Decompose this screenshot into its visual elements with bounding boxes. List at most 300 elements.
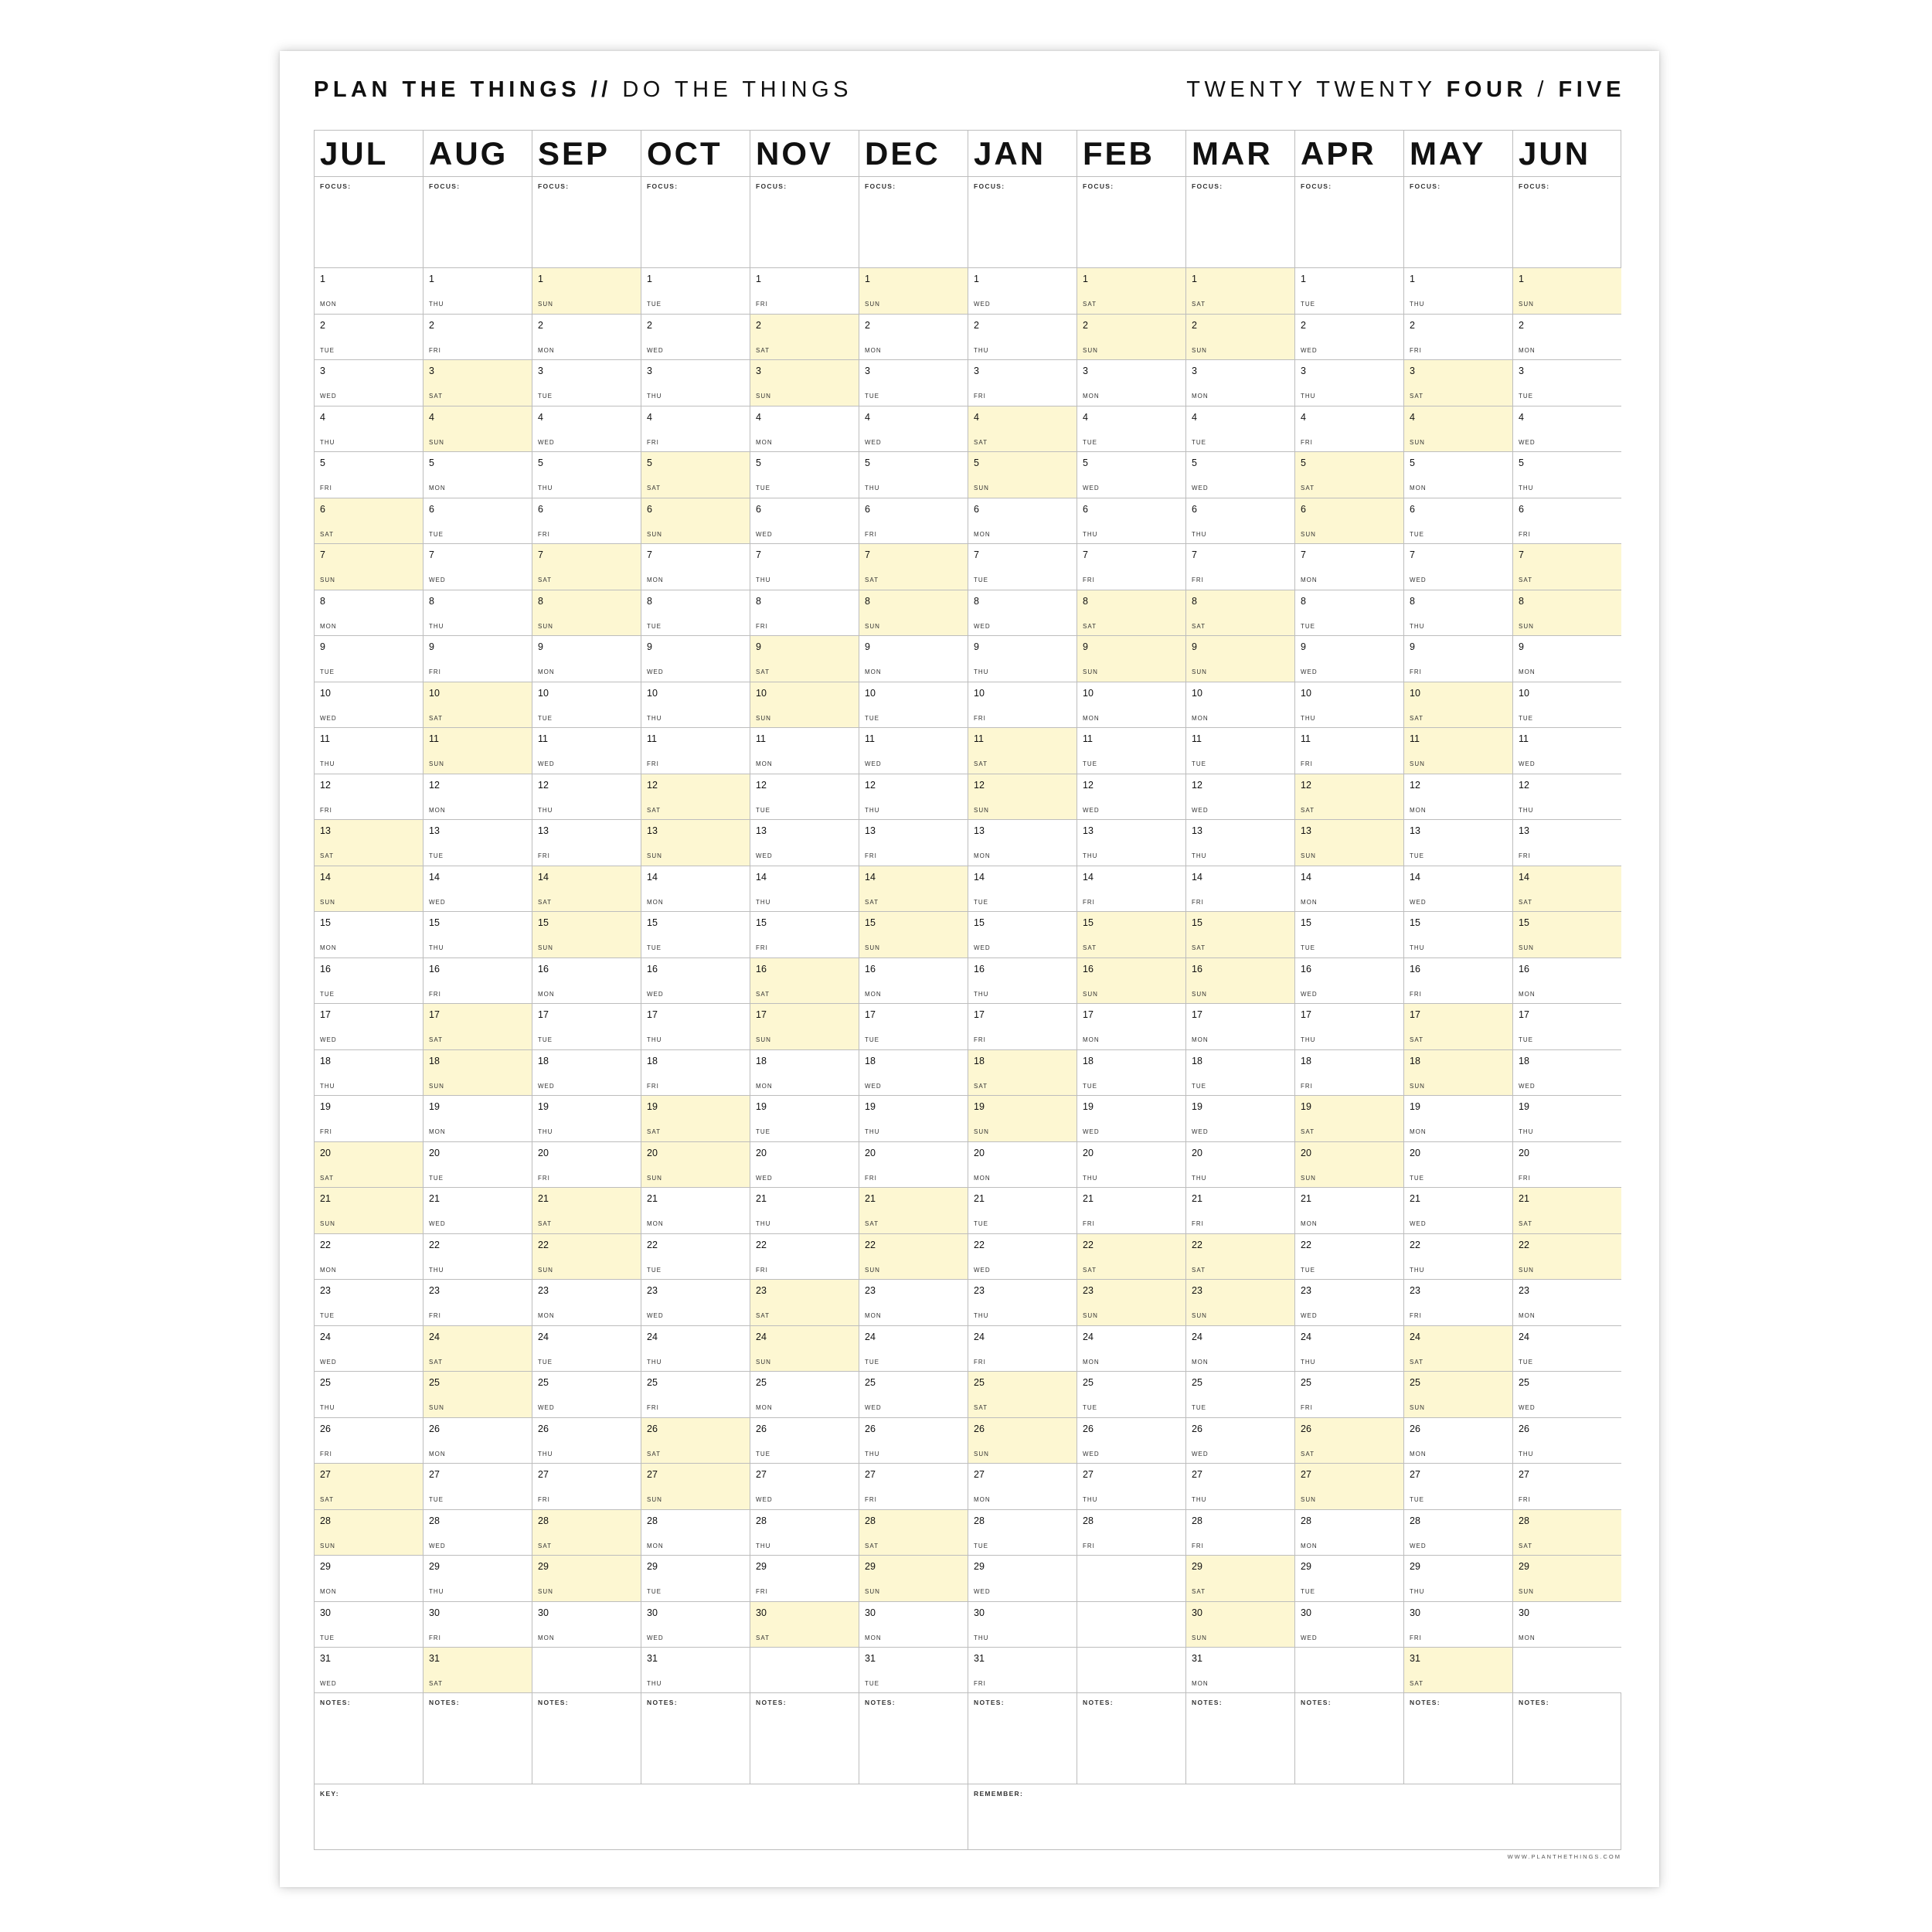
day-number: 24	[538, 1331, 549, 1342]
weekday-label: SUN	[320, 898, 335, 906]
weekday-label: FRI	[865, 1496, 877, 1503]
weekday-label: THU	[1519, 1450, 1534, 1458]
day-number: 5	[974, 457, 979, 468]
weekday-label: MON	[974, 1174, 991, 1182]
weekday-label: WED	[1301, 1634, 1318, 1641]
day-cell	[1294, 1049, 1403, 1096]
day-number: 2	[756, 319, 761, 331]
day-number: 7	[1410, 549, 1415, 560]
day-cell	[1403, 359, 1512, 406]
day-cell	[314, 590, 423, 636]
day-number: 12	[429, 779, 440, 791]
day-number: 29	[865, 1561, 876, 1572]
day-number: 12	[1301, 779, 1311, 791]
day-cell	[750, 1049, 859, 1096]
day-number: 10	[1301, 687, 1311, 699]
weekday-label: SUN	[538, 1588, 553, 1595]
weekday-label: TUE	[647, 1588, 662, 1595]
day-cell	[1403, 1417, 1512, 1464]
weekday-label: FRI	[1083, 1542, 1095, 1549]
day-number: 13	[865, 825, 876, 836]
day-number: 14	[538, 871, 549, 883]
day-cell	[1512, 1187, 1621, 1233]
day-cell	[1403, 1049, 1512, 1096]
day-number: 19	[429, 1101, 440, 1112]
day-number: 22	[647, 1239, 658, 1250]
weekday-label: FRI	[1301, 1082, 1313, 1090]
day-number: 7	[647, 549, 652, 560]
day-cell	[423, 451, 532, 498]
day-cell	[968, 1095, 1077, 1141]
day-number: 30	[320, 1607, 331, 1618]
notes-area: NOTES:	[1512, 1692, 1621, 1784]
day-cell	[1294, 1003, 1403, 1049]
weekday-label: FRI	[429, 990, 441, 998]
weekday-label: SAT	[865, 1220, 879, 1227]
weekday-label: SAT	[865, 1542, 879, 1549]
day-cell	[1512, 1555, 1621, 1601]
month-header: MAR	[1185, 130, 1294, 176]
weekday-label: SUN	[1410, 1082, 1425, 1090]
day-cell	[1403, 727, 1512, 774]
weekday-label: SAT	[647, 485, 661, 492]
day-cell	[532, 1095, 641, 1141]
day-number: 5	[1519, 457, 1524, 468]
weekday-label: TUE	[320, 668, 335, 675]
day-number: 3	[320, 366, 325, 376]
day-number: 23	[1301, 1285, 1311, 1296]
focus-area: FOCUS:	[968, 176, 1077, 267]
weekday-label: FRI	[756, 1266, 768, 1274]
weekday-label: FRI	[865, 530, 877, 538]
day-cell	[1077, 957, 1185, 1004]
day-cell	[532, 1417, 641, 1464]
day-cell	[750, 314, 859, 360]
day-cell	[423, 1601, 532, 1648]
weekday-label: MON	[1410, 1128, 1427, 1135]
day-number: 21	[865, 1193, 876, 1204]
day-number: 16	[320, 963, 331, 975]
day-cell	[314, 406, 423, 452]
weekday-label: MON	[1192, 1036, 1209, 1043]
weekday-label: TUE	[974, 1220, 988, 1227]
weekday-label: TUE	[647, 622, 662, 630]
weekday-label: FRI	[1192, 577, 1204, 583]
focus-area: FOCUS:	[750, 176, 859, 267]
day-cell	[1512, 1325, 1621, 1372]
day-cell	[1077, 1417, 1185, 1464]
weekday-label: THU	[1519, 1128, 1534, 1135]
weekday-label: SAT	[865, 577, 879, 583]
weekday-label: MON	[865, 990, 882, 998]
day-cell	[1294, 727, 1403, 774]
day-number: 22	[1410, 1239, 1420, 1250]
weekday-label: TUE	[865, 393, 879, 400]
notes-area: NOTES:	[423, 1692, 532, 1784]
day-number: 14	[1192, 871, 1202, 883]
weekday-label: THU	[974, 990, 989, 998]
notes-area: NOTES:	[968, 1692, 1077, 1784]
day-cell	[859, 1141, 968, 1188]
day-cell	[314, 543, 423, 590]
weekday-label: THU	[538, 1450, 553, 1458]
day-cell	[1512, 314, 1621, 360]
month-header: JUL	[314, 130, 423, 176]
day-cell	[641, 1555, 750, 1601]
day-cell	[641, 498, 750, 544]
day-cell	[859, 1417, 968, 1464]
day-cell	[1403, 1095, 1512, 1141]
weekday-label: TUE	[974, 1542, 988, 1549]
weekday-label: TUE	[865, 1036, 879, 1043]
day-cell	[859, 498, 968, 544]
day-number: 11	[538, 733, 548, 744]
day-cell	[641, 1647, 750, 1693]
day-cell	[859, 590, 968, 636]
day-cell	[1403, 819, 1512, 866]
weekday-label: THU	[756, 577, 771, 583]
day-cell	[859, 1601, 968, 1648]
day-cell	[1077, 267, 1185, 314]
day-cell	[641, 590, 750, 636]
weekday-label: SAT	[756, 1634, 770, 1641]
notes-area: NOTES:	[1403, 1692, 1512, 1784]
weekday-label: THU	[1301, 1358, 1316, 1366]
empty-day-cell	[1294, 1647, 1403, 1693]
weekday-label: TUE	[1192, 1404, 1206, 1411]
day-cell	[1077, 1233, 1185, 1280]
weekday-label: WED	[1083, 806, 1100, 814]
weekday-label: SUN	[1192, 346, 1207, 354]
weekday-label: FRI	[320, 806, 332, 814]
day-number: 4	[974, 411, 979, 423]
day-number: 13	[320, 825, 331, 836]
day-cell	[1403, 590, 1512, 636]
day-cell	[1403, 314, 1512, 360]
day-number: 26	[865, 1423, 876, 1434]
day-cell	[1185, 1371, 1294, 1417]
day-cell	[1185, 267, 1294, 314]
weekday-label: FRI	[1192, 898, 1204, 906]
day-number: 23	[1083, 1285, 1094, 1296]
weekday-label: WED	[320, 1358, 337, 1366]
day-cell	[1403, 911, 1512, 957]
weekday-label: SAT	[974, 438, 988, 446]
weekday-label: SAT	[1083, 944, 1097, 951]
notes-area: NOTES:	[532, 1692, 641, 1784]
day-number: 22	[974, 1239, 985, 1250]
day-number: 25	[974, 1377, 985, 1388]
weekday-label: WED	[974, 301, 991, 308]
weekday-label: MON	[647, 577, 664, 583]
day-cell	[968, 1601, 1077, 1648]
day-cell	[1077, 1049, 1185, 1096]
day-number: 11	[974, 733, 984, 744]
weekday-label: TUE	[1083, 438, 1097, 446]
day-cell	[1185, 1003, 1294, 1049]
weekday-label: FRI	[1410, 668, 1422, 675]
day-number: 15	[1519, 917, 1529, 928]
day-number: 9	[1192, 641, 1197, 652]
weekday-label: SAT	[320, 1496, 334, 1503]
day-number: 24	[1519, 1331, 1529, 1342]
weekday-label: SUN	[1192, 990, 1207, 998]
weekday-label: SAT	[647, 1128, 661, 1135]
weekday-label: WED	[974, 1588, 991, 1595]
day-cell	[1512, 1371, 1621, 1417]
day-number: 10	[1192, 687, 1202, 699]
weekday-label: SAT	[429, 1036, 443, 1043]
day-number: 20	[538, 1147, 549, 1158]
day-number: 14	[1301, 871, 1311, 883]
weekday-label: THU	[647, 1680, 662, 1687]
weekday-label: SAT	[1192, 301, 1206, 308]
weekday-label: SUN	[1410, 438, 1425, 446]
day-number: 30	[429, 1607, 440, 1618]
day-number: 12	[865, 779, 876, 791]
day-cell	[1185, 866, 1294, 912]
day-number: 5	[429, 457, 434, 468]
day-number: 3	[756, 366, 761, 376]
weekday-label: MON	[1410, 485, 1427, 492]
weekday-label: SAT	[1410, 393, 1423, 400]
weekday-label: SUN	[1192, 668, 1207, 675]
day-number: 6	[320, 503, 325, 515]
day-number: 28	[1192, 1515, 1202, 1526]
day-cell	[1077, 1325, 1185, 1372]
day-number: 21	[1410, 1193, 1420, 1204]
day-cell	[750, 1003, 859, 1049]
day-cell	[314, 819, 423, 866]
day-number: 24	[974, 1331, 985, 1342]
day-cell	[1403, 774, 1512, 820]
day-number: 14	[974, 871, 985, 883]
day-cell	[314, 635, 423, 682]
day-number: 18	[1519, 1055, 1529, 1066]
weekday-label: FRI	[1410, 346, 1422, 354]
day-number: 24	[647, 1331, 658, 1342]
day-cell	[1294, 1417, 1403, 1464]
day-number: 16	[429, 963, 440, 975]
weekday-label: WED	[865, 438, 882, 446]
day-number: 2	[1410, 319, 1415, 331]
day-number: 30	[1192, 1607, 1202, 1618]
weekday-label: THU	[756, 1542, 771, 1549]
day-number: 7	[865, 549, 870, 560]
day-number: 21	[1301, 1193, 1311, 1204]
weekday-label: SAT	[1519, 577, 1532, 583]
weekday-label: TUE	[1192, 1082, 1206, 1090]
day-cell	[1294, 1509, 1403, 1556]
month-header: SEP	[532, 130, 641, 176]
weekday-label: THU	[1192, 1174, 1207, 1182]
day-cell	[423, 1187, 532, 1233]
day-cell	[641, 1325, 750, 1372]
day-cell	[532, 451, 641, 498]
day-cell	[314, 498, 423, 544]
day-cell	[532, 590, 641, 636]
weekday-label: FRI	[1519, 1174, 1531, 1182]
weekday-label: TUE	[1083, 760, 1097, 767]
focus-area: FOCUS:	[423, 176, 532, 267]
day-cell	[641, 1187, 750, 1233]
day-cell	[423, 1095, 532, 1141]
day-cell	[1077, 1279, 1185, 1325]
day-cell	[1185, 314, 1294, 360]
day-number: 6	[865, 503, 870, 515]
day-cell	[968, 1187, 1077, 1233]
weekday-label: FRI	[429, 1312, 441, 1319]
day-number: 26	[647, 1423, 658, 1434]
day-cell	[968, 774, 1077, 820]
day-cell	[1403, 1233, 1512, 1280]
weekday-label: TUE	[320, 1312, 335, 1319]
weekday-label: THU	[1192, 852, 1207, 859]
day-cell	[859, 1095, 968, 1141]
day-number: 30	[647, 1607, 658, 1618]
day-cell	[641, 1371, 750, 1417]
day-cell	[314, 267, 423, 314]
weekday-label: FRI	[1410, 1634, 1422, 1641]
day-number: 23	[865, 1285, 876, 1296]
day-cell	[423, 1647, 532, 1693]
notes-area: NOTES:	[641, 1692, 750, 1784]
day-number: 27	[647, 1469, 658, 1480]
day-number: 27	[429, 1469, 440, 1480]
weekday-label: MON	[1410, 1450, 1427, 1458]
day-number: 29	[1410, 1561, 1420, 1572]
weekday-label: WED	[538, 1404, 555, 1411]
day-number: 8	[865, 595, 870, 607]
weekday-label: THU	[1410, 1588, 1425, 1595]
day-cell	[314, 1233, 423, 1280]
day-cell	[1077, 682, 1185, 728]
day-number: 21	[974, 1193, 985, 1204]
day-cell	[750, 1601, 859, 1648]
weekday-label: MON	[1192, 1680, 1209, 1687]
weekday-label: SUN	[1519, 301, 1534, 308]
weekday-label: WED	[865, 760, 882, 767]
weekday-label: THU	[647, 1358, 662, 1366]
day-cell	[1403, 1647, 1512, 1693]
day-number: 9	[1301, 641, 1306, 652]
day-number: 31	[647, 1653, 658, 1664]
weekday-label: WED	[1410, 577, 1427, 583]
day-number: 10	[647, 687, 658, 699]
day-cell	[1512, 911, 1621, 957]
day-number: 20	[1301, 1147, 1311, 1158]
day-number: 25	[320, 1377, 331, 1388]
notes-area: NOTES:	[1294, 1692, 1403, 1784]
weekday-label: FRI	[538, 530, 550, 538]
day-cell	[641, 1141, 750, 1188]
weekday-label: TUE	[320, 346, 335, 354]
day-cell	[859, 774, 968, 820]
day-number: 23	[429, 1285, 440, 1296]
day-number: 16	[974, 963, 985, 975]
weekday-label: WED	[1519, 438, 1536, 446]
weekday-label: WED	[865, 1082, 882, 1090]
day-number: 20	[1192, 1147, 1202, 1158]
day-number: 8	[429, 595, 434, 607]
weekday-label: FRI	[538, 1174, 550, 1182]
day-cell	[641, 1233, 750, 1280]
day-cell	[1294, 590, 1403, 636]
weekday-label: THU	[974, 346, 989, 354]
day-number: 18	[1301, 1055, 1311, 1066]
day-number: 11	[1192, 733, 1202, 744]
day-cell	[750, 451, 859, 498]
day-number: 18	[865, 1055, 876, 1066]
day-cell	[1185, 911, 1294, 957]
day-cell	[314, 1325, 423, 1372]
day-number: 28	[429, 1515, 440, 1526]
day-cell	[968, 1555, 1077, 1601]
day-number: 21	[538, 1193, 549, 1204]
day-number: 1	[647, 274, 652, 284]
day-cell	[968, 866, 1077, 912]
day-cell	[1294, 911, 1403, 957]
day-cell	[1403, 957, 1512, 1004]
day-cell	[859, 1555, 968, 1601]
day-number: 7	[1083, 549, 1088, 560]
day-cell	[1294, 267, 1403, 314]
weekday-label: MON	[865, 1312, 882, 1319]
day-cell	[859, 451, 968, 498]
day-number: 17	[647, 1009, 658, 1020]
weekday-label: FRI	[974, 1036, 986, 1043]
day-cell	[423, 359, 532, 406]
day-cell	[1077, 1463, 1185, 1509]
day-number: 16	[1083, 963, 1094, 975]
day-number: 30	[865, 1607, 876, 1618]
day-cell	[968, 1233, 1077, 1280]
day-number: 27	[1083, 1469, 1094, 1480]
day-number: 24	[865, 1331, 876, 1342]
day-cell	[750, 267, 859, 314]
day-number: 18	[320, 1055, 331, 1066]
weekday-label: THU	[1519, 485, 1534, 492]
weekday-label: SUN	[1192, 1634, 1207, 1641]
day-number: 10	[538, 687, 549, 699]
weekday-label: TUE	[974, 898, 988, 906]
day-cell	[859, 406, 968, 452]
weekday-label: SAT	[538, 1542, 552, 1549]
weekday-label: MON	[1410, 806, 1427, 814]
weekday-label: SUN	[1301, 530, 1316, 538]
day-cell	[1512, 957, 1621, 1004]
day-cell	[641, 774, 750, 820]
day-cell	[1512, 1279, 1621, 1325]
weekday-label: MON	[538, 1634, 555, 1641]
day-cell	[1185, 1555, 1294, 1601]
day-cell	[1294, 406, 1403, 452]
weekday-label: TUE	[647, 301, 662, 308]
day-number: 10	[429, 687, 440, 699]
day-cell	[1294, 957, 1403, 1004]
day-cell	[423, 819, 532, 866]
weekday-label: SAT	[756, 346, 770, 354]
weekday-label: TUE	[1301, 622, 1315, 630]
year-part-two: FIVE	[1558, 77, 1625, 102]
day-number: 13	[1192, 825, 1202, 836]
weekday-label: MON	[1192, 714, 1209, 722]
month-header: JUN	[1512, 130, 1621, 176]
day-number: 29	[429, 1561, 440, 1572]
weekday-label: SAT	[320, 852, 334, 859]
weekday-label: TUE	[1519, 714, 1533, 722]
weekday-label: SUN	[647, 1496, 662, 1503]
